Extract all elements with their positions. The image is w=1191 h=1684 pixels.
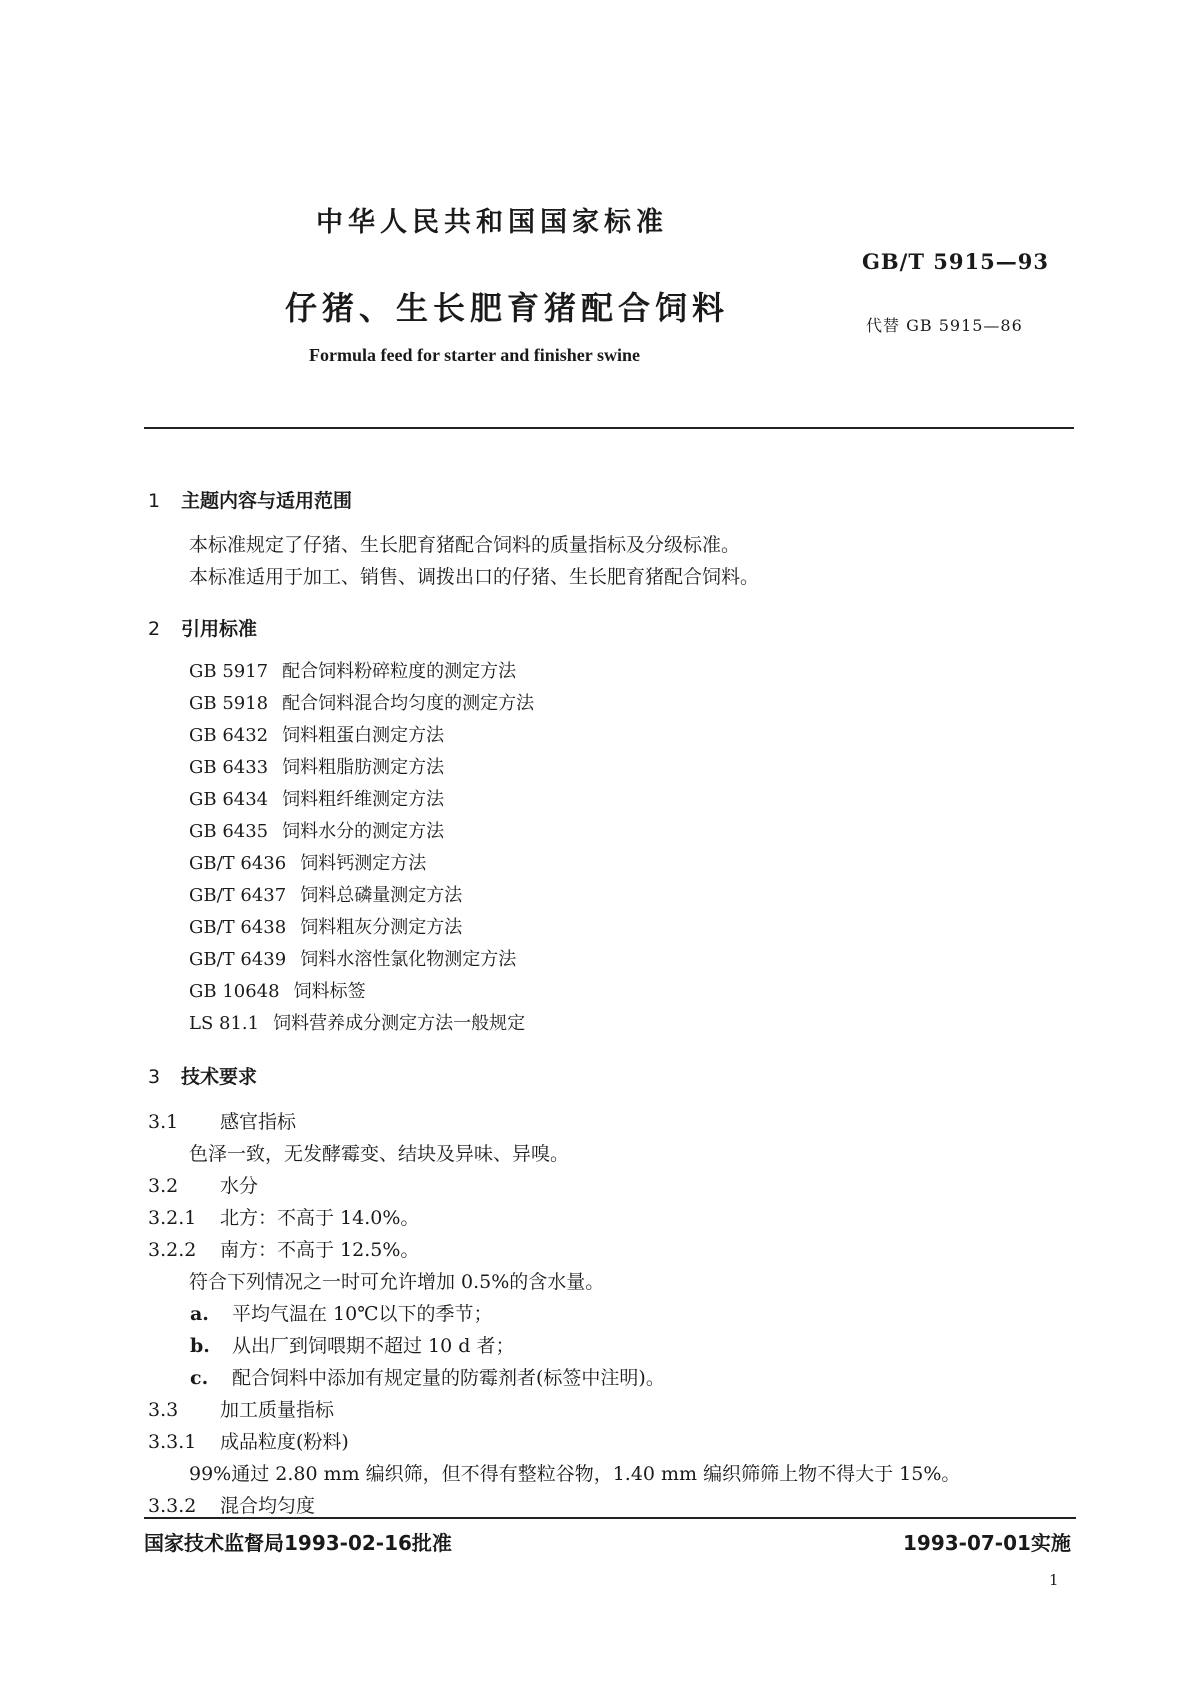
list-text: 从出厂到饲喂期不超过 10 d 者；	[232, 1335, 515, 1357]
clause-title: 成品粒度(粉料)	[220, 1431, 349, 1453]
section-title: 主题内容与适用范围	[181, 490, 353, 512]
country-standard-title: 中华人民共和国国家标准	[316, 207, 668, 238]
replaces-standard: 代替 GB 5915—86	[866, 316, 1023, 335]
reference-code: GB/T 6439	[189, 949, 287, 970]
clause-title: 水分	[220, 1175, 259, 1197]
reference-title: 配合饲料混合均匀度的测定方法	[282, 693, 535, 714]
section-number: 2	[148, 618, 161, 640]
clause-number: 3.3	[148, 1399, 179, 1421]
reference-title: 饲料粗脂肪测定方法	[282, 757, 445, 778]
clause-3-2-1	[148, 1203, 419, 1230]
reference-code: LS 81.1	[189, 1013, 260, 1034]
reference-list	[189, 656, 534, 1040]
list-label: a.	[190, 1303, 209, 1325]
reference-code: GB 6435	[189, 821, 269, 842]
reference-code: GB/T 6437	[189, 885, 287, 906]
english-title: Formula feed for starter and finisher swine	[309, 345, 640, 365]
reference-code: GB 5917	[189, 661, 269, 682]
reference-title: 饲料营养成分测定方法一般规定	[273, 1013, 526, 1034]
clause-text: 北方：不高于 14.0%。	[220, 1207, 420, 1229]
clause-title: 感官指标	[220, 1111, 297, 1133]
clause-number: 3.3.1	[148, 1431, 197, 1453]
list-item	[190, 1299, 492, 1326]
paragraph: 本标准规定了仔猪、生长肥育猪配合饲料的质量指标及分级标准。	[189, 534, 741, 556]
reference-item	[189, 688, 534, 720]
reference-code: GB 6433	[189, 757, 269, 778]
reference-item	[189, 944, 534, 976]
section-2-heading	[148, 614, 257, 641]
reference-title: 饲料粗纤维测定方法	[282, 789, 445, 810]
reference-title: 饲料总磷量测定方法	[300, 885, 463, 906]
reference-title: 饲料水溶性氯化物测定方法	[300, 949, 517, 970]
reference-title: 饲料标签	[293, 981, 366, 1002]
reference-code: GB 6434	[189, 789, 269, 810]
reference-item	[189, 656, 534, 688]
effective-date: 1993-07-01实施	[903, 1531, 1071, 1555]
clause-title: 混合均匀度	[220, 1495, 316, 1517]
section-number: 3	[148, 1066, 161, 1088]
paragraph: 本标准适用于加工、销售、调拨出口的仔猪、生长肥育猪配合饲料。	[189, 566, 760, 588]
clause-3-3	[148, 1395, 334, 1422]
list-item	[190, 1363, 665, 1390]
page-number: 1	[1049, 1571, 1059, 1589]
section-1-heading	[148, 486, 352, 513]
reference-code: GB 6432	[189, 725, 269, 746]
approval-statement: 国家技术监督局1993-02-16批准	[144, 1531, 452, 1555]
list-label: c.	[190, 1367, 209, 1389]
reference-code: GB 10648	[189, 981, 280, 1002]
clause-number: 3.3.2	[148, 1495, 197, 1517]
clause-3-3-2	[148, 1491, 315, 1518]
reference-item	[189, 720, 534, 752]
reference-item	[189, 784, 534, 816]
reference-title: 饲料水分的测定方法	[282, 821, 445, 842]
clause-3-1	[148, 1107, 296, 1134]
reference-item	[189, 976, 534, 1008]
reference-item	[189, 912, 534, 944]
clause-title: 加工质量指标	[220, 1399, 335, 1421]
section-title: 技术要求	[181, 1066, 258, 1088]
section-title: 引用标准	[181, 618, 258, 640]
document-title: 仔猪、生长肥育猪配合饲料	[285, 289, 730, 327]
reference-code: GB/T 6438	[189, 917, 287, 938]
reference-code: GB/T 6436	[189, 853, 287, 874]
standard-code: GB/T 5915—93	[862, 249, 1049, 274]
list-text: 配合饲料中添加有规定量的防霉剂者(标签中注明)。	[232, 1367, 665, 1389]
clause-note: 符合下列情况之一时可允许增加 0.5%的含水量。	[189, 1271, 605, 1293]
clause-number: 3.2	[148, 1175, 179, 1197]
reference-code: GB 5918	[189, 693, 269, 714]
list-text: 平均气温在 10℃以下的季节；	[232, 1303, 493, 1325]
reference-item	[189, 880, 534, 912]
reference-title: 饲料粗灰分测定方法	[300, 917, 463, 938]
clause-number: 3.2.2	[148, 1239, 197, 1261]
header-divider	[144, 427, 1074, 429]
clause-3-2-2	[148, 1235, 419, 1262]
clause-3-3-1	[148, 1427, 349, 1454]
clause-number: 3.2.1	[148, 1207, 197, 1229]
list-label: b.	[190, 1335, 210, 1357]
reference-title: 配合饲料粉碎粒度的测定方法	[282, 661, 517, 682]
clause-text: 色泽一致，无发酵霉变、结块及异味、异嗅。	[189, 1143, 570, 1165]
clause-3-2	[148, 1171, 258, 1198]
clause-text: 99%通过 2.80 mm 编织筛，但不得有整粒谷物，1.40 mm 编织筛筛上物不得大于 15%。	[189, 1463, 961, 1485]
footer-divider	[144, 1517, 1076, 1519]
reference-title: 饲料粗蛋白测定方法	[282, 725, 445, 746]
reference-item	[189, 816, 534, 848]
section-number: 1	[148, 490, 161, 512]
clause-text: 南方：不高于 12.5%。	[220, 1239, 420, 1261]
list-item	[190, 1331, 514, 1358]
reference-title: 饲料钙测定方法	[300, 853, 427, 874]
reference-item	[189, 752, 534, 784]
reference-item	[189, 1008, 534, 1040]
reference-item	[189, 848, 534, 880]
section-3-heading	[148, 1062, 257, 1089]
clause-number: 3.1	[148, 1111, 179, 1133]
